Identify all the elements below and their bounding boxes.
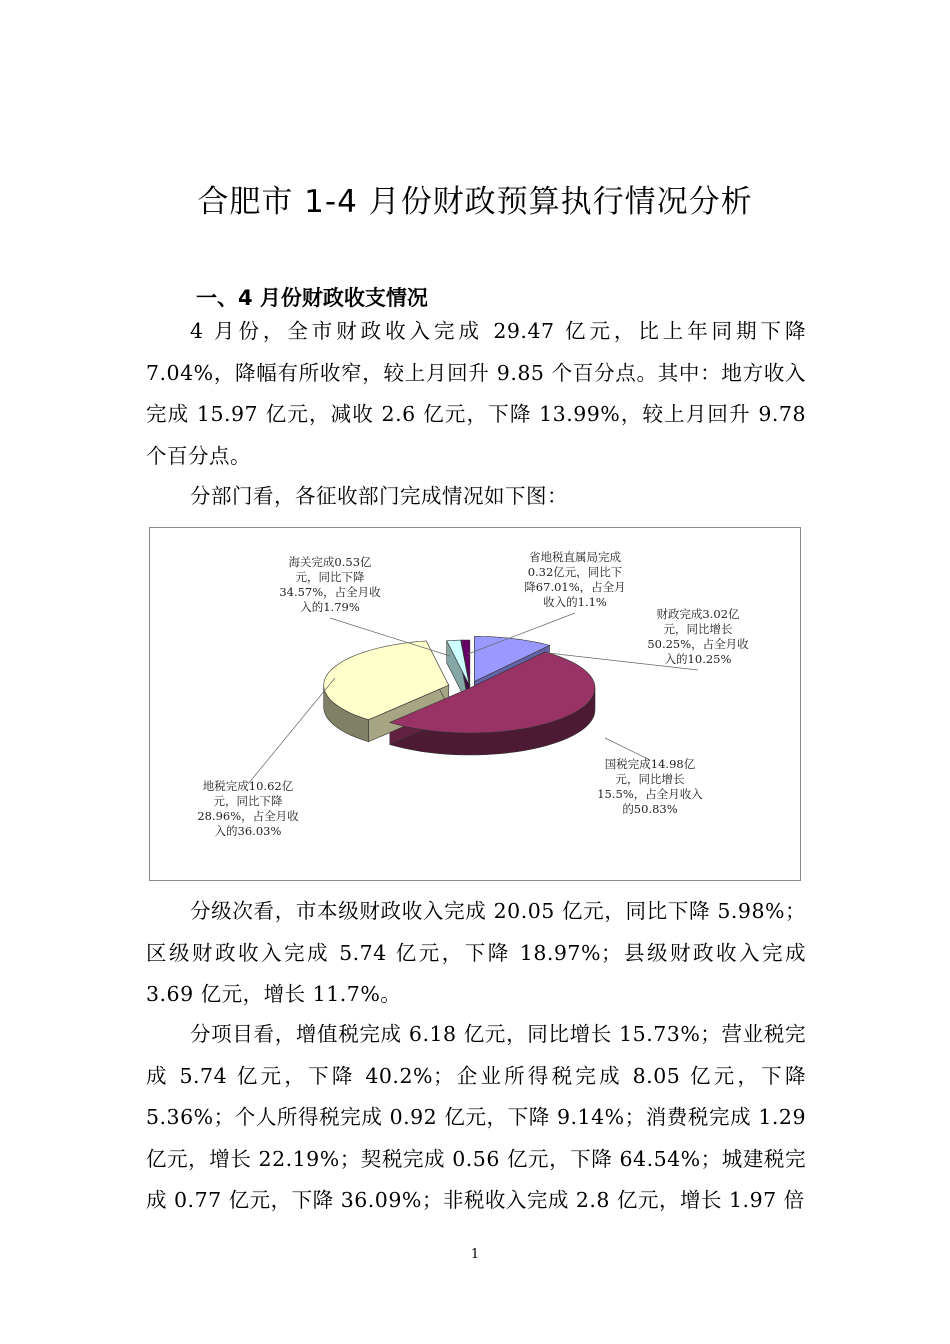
paragraph-april-revenue: 4 月份，全市财政收入完成 29.47 亿元，比上年同期下降 7.04%，降幅有所收窄，较上月回升 9.85 个百分点。其中：地方收入完成 15.97 亿元，减收 2.6 亿元，下降 13.99%，较上月回升 9.78 个百分点。 bbox=[146, 319, 806, 468]
paragraph-by-item: 分项目看，增值税完成 6.18 亿元，同比增长 15.73%；营业税完成 5.74 亿元，下降 40.2%；企业所得税完成 8.05 亿元，下降 5.36%；个人所得税完成 0.92 亿元，下降 9.14%；消费税完成 1.29 亿元，增长 22.19%；契税完成 0.56 亿元，下降 64.54%；城建税完成 0.77 亿元，下降 36.09%；非税收入完成 2.8 亿元，增长 1.97 倍 bbox=[146, 1022, 806, 1212]
leader-line-2 bbox=[248, 678, 335, 784]
section-heading: 一、4 月份财政收支情况 bbox=[196, 286, 428, 310]
paragraph-by-level: 分级次看，市本级财政收入完成 20.05 亿元，同比下降 5.98%；区级财政收入完成 5.74 亿元，下降 18.97%；县级财政收入完成 3.69 亿元，增长 11.7%。 bbox=[146, 899, 806, 1006]
revenue-pie-chart bbox=[149, 527, 801, 881]
slice-label-省地税直属局: 省地税直属局完成 0.32亿元，同比下降67.01%，占全月收入的1.1% bbox=[524, 550, 626, 609]
slice-label-海关: 海关完成0.53亿元，同比下降 34.57%，占全月收入的1.79% bbox=[279, 555, 381, 614]
slice-label-地税: 地税完成10.62亿元，同比下降 28.96%，占全月收入的36.03% bbox=[197, 779, 299, 838]
document-title: 合肥市 1-4 月份财政预算执行情况分析 bbox=[197, 184, 753, 220]
slice-label-财政: 财政完成3.02亿元，同比增长 50.25%，占全月收入的10.25% bbox=[647, 607, 749, 666]
pie-chart-svg bbox=[150, 528, 800, 880]
slice-label-国税: 国税完成14.98亿元，同比增长 15.5%，占全月收入的50.83% bbox=[597, 757, 703, 816]
page-number: 1 bbox=[470, 1247, 480, 1262]
paragraph-by-department: 分部门看，各征收部门完成情况如下图： bbox=[190, 484, 568, 508]
